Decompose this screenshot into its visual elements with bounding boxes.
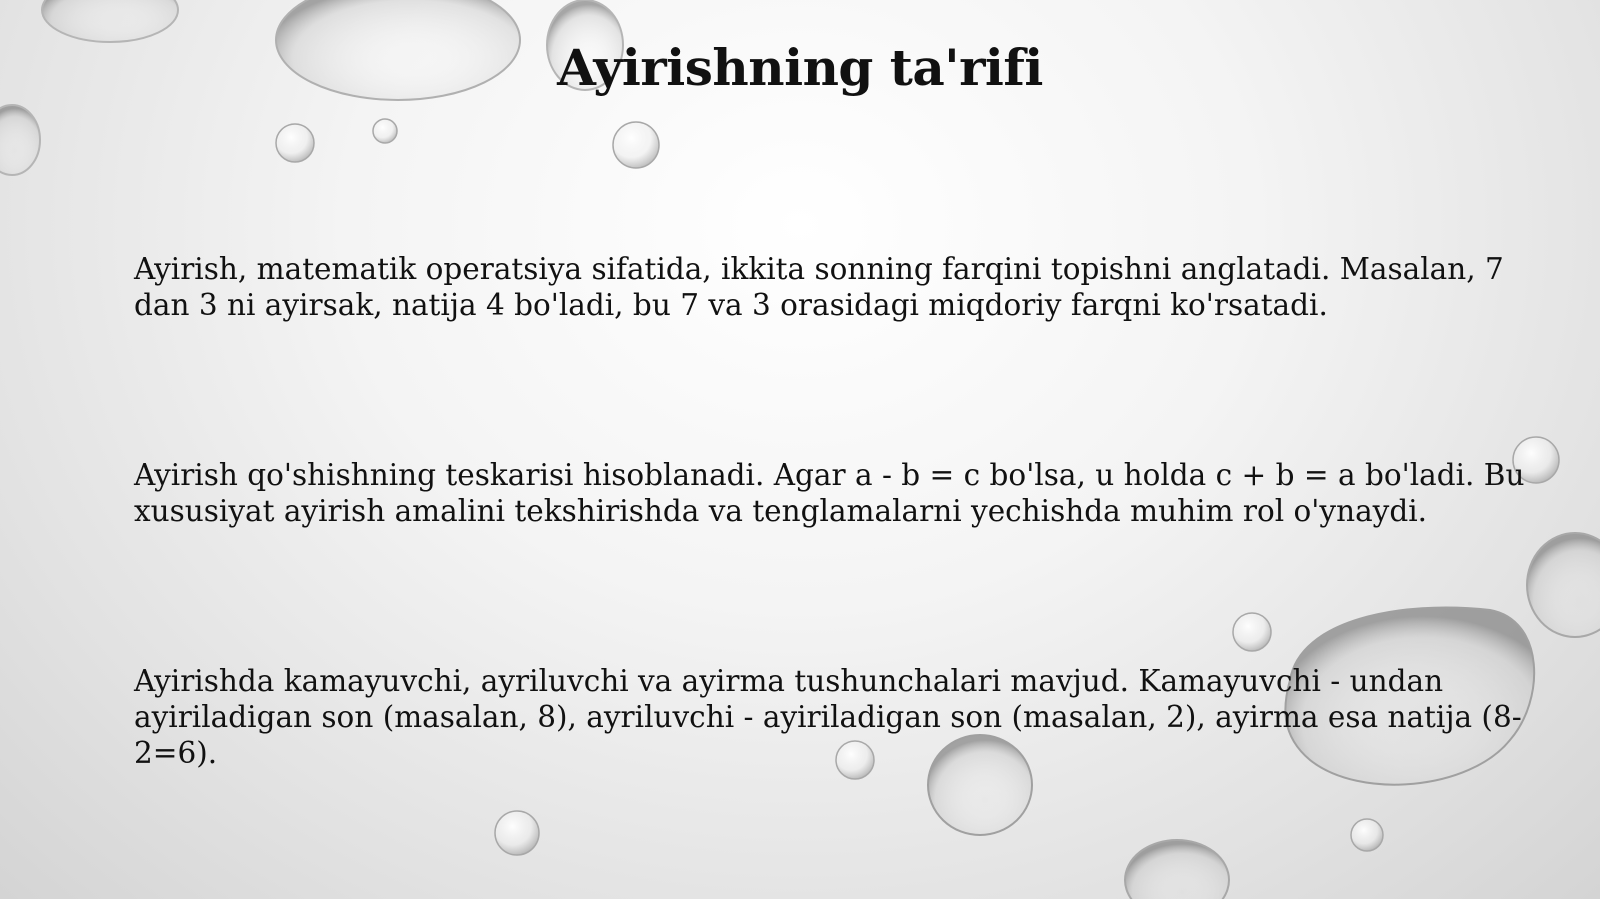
water-drop xyxy=(1233,613,1271,651)
water-drop xyxy=(1527,533,1600,637)
paragraph-inverse-of-addition: Ayirish qo'shishning teskarisi hisoblanadi. Agar a - b = c bo'lsa, u holda c + b = a bo'ladi. Bu xususiyat ayirish amalini tekshirishda va tenglamalarni yechishda muhim rol o'ynaydi. xyxy=(134,458,1525,528)
water-drop xyxy=(1351,819,1383,851)
water-drop xyxy=(1125,840,1229,899)
water-drop xyxy=(613,122,659,168)
paragraph-definition: Ayirish, matematik operatsiya sifatida, ikkita sonning farqini topishni anglatadi. Masalan, 7 dan 3 ni ayirsak, natija 4 bo'ladi, bu 7 va 3 orasidagi miqdoriy farqni ko'rsatadi. xyxy=(134,252,1504,322)
paragraph-terms: Ayirishda kamayuvchi, ayriluvchi va ayirma tushunchalari mavjud. Kamayuvchi - undan ayiriladigan son (masalan, 8), ayriluvchi - ayiriladigan son (masalan, 2), ayirma esa natija (8-2=6). xyxy=(134,664,1522,770)
water-drop xyxy=(42,0,178,42)
water-drop xyxy=(0,105,40,175)
water-drop xyxy=(495,811,539,855)
water-drop xyxy=(373,119,397,143)
slide-title: Ayirishning ta'rifi xyxy=(557,38,1043,97)
water-drop xyxy=(276,124,314,162)
